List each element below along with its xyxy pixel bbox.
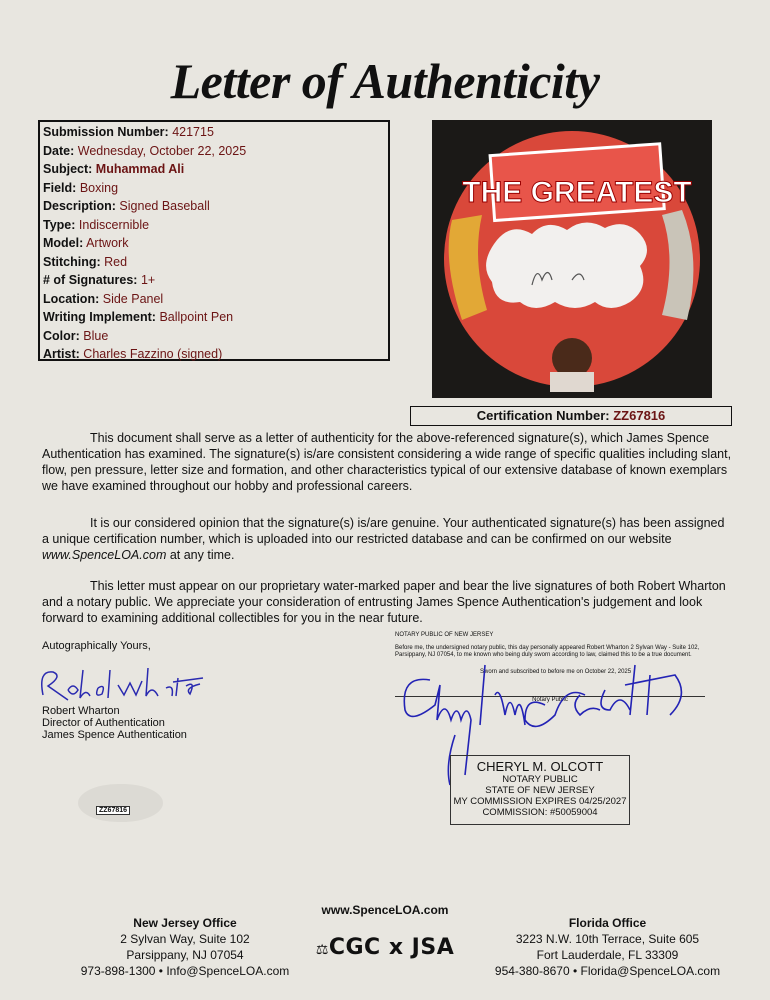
- detail-label: Model:: [43, 236, 84, 250]
- stamp-expires: MY COMMISSION EXPIRES 04/25/2027: [453, 796, 627, 807]
- fl-address-2: Fort Lauderdale, FL 33309: [536, 948, 679, 962]
- detail-row: [43, 160, 385, 179]
- detail-value: Boxing: [79, 180, 119, 195]
- detail-value: Indiscernible: [78, 217, 150, 232]
- page-title: Letter of Authenticity: [170, 53, 600, 109]
- certification-number: [410, 406, 732, 426]
- detail-label: Submission Number:: [43, 125, 169, 139]
- signer-name: Robert Wharton: [42, 705, 120, 717]
- cert-value: ZZ67816: [613, 408, 666, 423]
- signed-baseball-image: [432, 120, 712, 398]
- notary-text: Before me, the undersigned notary public, this day personally appeared Robert Wharton 2 Sylvan Way - Suite 102, Parsippany, NJ 07054, to me known who being duly sworn according to law, claimed this to be a true document.: [395, 645, 700, 658]
- details-box: [38, 120, 390, 361]
- detail-value: Blue: [83, 328, 109, 343]
- detail-value: Artwork: [86, 236, 129, 250]
- detail-label: Artist:: [43, 347, 80, 361]
- nj-contact: 973-898-1300 • Info@SpenceLOA.com: [80, 964, 290, 978]
- detail-row: [43, 327, 385, 346]
- hologram-number: ZZ67816: [96, 806, 130, 815]
- detail-value: Red: [104, 254, 128, 269]
- stamp-commission: COMMISSION: #50059004: [482, 807, 598, 818]
- detail-row: [43, 253, 385, 272]
- detail-row: [43, 234, 385, 253]
- detail-label: Field:: [43, 180, 77, 195]
- detail-label: Subject:: [43, 162, 93, 176]
- signoff: [42, 640, 218, 741]
- fl-address-1: 3223 N.W. 10th Terrace, Suite 605: [515, 932, 700, 946]
- detail-value: Ballpoint Pen: [159, 310, 234, 324]
- detail-value: Charles Fazzino (signed): [83, 347, 223, 361]
- nj-address-2: Parsippany, NJ 07054: [126, 948, 244, 962]
- logo-text: CGC x JSA: [328, 935, 455, 960]
- detail-row: [43, 308, 385, 327]
- paragraph-opinion: [42, 515, 732, 563]
- paragraph-watermark: This letter must appear on our proprietary water-marked paper and bear the live signatures of both Robert Wharton and a notary public. We appreciate your consideration of entrusting James Spence Authentication's judgement and look forward to examining additional collectibles for you in the near future.: [42, 579, 726, 625]
- detail-value: Side Panel: [102, 291, 164, 306]
- notary-line-label: Notary Public: [395, 696, 705, 704]
- detail-label: Date:: [43, 143, 75, 158]
- detail-row: [43, 197, 385, 216]
- scales-icon: ⚖: [315, 942, 329, 958]
- stamp-state: STATE OF NEW JERSEY: [485, 785, 595, 796]
- detail-row: [43, 216, 385, 235]
- opinion-tail: at any time.: [166, 548, 235, 562]
- item-photo: [432, 120, 712, 398]
- robert-wharton-signature: [38, 660, 218, 705]
- detail-label: # of Signatures:: [43, 273, 138, 287]
- detail-label: Color:: [43, 328, 80, 343]
- website-link[interactable]: www.SpenceLOA.com: [42, 548, 167, 562]
- detail-row: [43, 290, 385, 309]
- notary-sworn: Sworn and subscribed to before me on October 22, 2025: [480, 669, 632, 675]
- fl-contact: 954-380-8670 • Florida@SpenceLOA.com: [494, 964, 721, 978]
- detail-value: Signed Baseball: [119, 199, 210, 213]
- detail-label: Writing Implement:: [43, 310, 156, 324]
- footer-website[interactable]: www.SpenceLOA.com: [321, 903, 449, 917]
- detail-value: 421715: [172, 125, 214, 139]
- hologram-sticker: [78, 784, 163, 822]
- cert-label: Certification Number:: [476, 408, 610, 423]
- detail-value: Muhammad Ali: [95, 162, 185, 176]
- stamp-title: NOTARY PUBLIC: [502, 774, 578, 785]
- nj-address-1: 2 Sylvan Way, Suite 102: [120, 932, 250, 946]
- detail-label: Description:: [43, 199, 116, 213]
- opinion-text: It is our considered opinion that the signature(s) is/are genuine. Your authenticated signature(s) has been assigned a unique certification number, which is uploaded into our restricted database and can be confirmed on our website: [42, 516, 725, 546]
- detail-row: [43, 179, 385, 198]
- detail-label: Stitching:: [43, 254, 101, 269]
- closing: Autographically Yours,: [42, 640, 151, 652]
- stamp-name: CHERYL M. OLCOTT: [476, 759, 604, 774]
- detail-label: Type:: [43, 217, 76, 232]
- signer-role: Director of Authentication: [42, 717, 165, 729]
- detail-value: 1+: [140, 273, 156, 287]
- cgc-jsa-logo: [285, 935, 485, 960]
- detail-value: Wednesday, October 22, 2025: [77, 143, 247, 158]
- signer-company: James Spence Authentication: [42, 729, 187, 741]
- detail-label: Location:: [43, 291, 100, 306]
- nj-office: [60, 915, 310, 979]
- ball-text: THE GREATEST: [462, 176, 692, 209]
- detail-row: [43, 271, 385, 290]
- paragraph-examination: This document shall serve as a letter of authenticity for the above-referenced signature(s), which James Spence Authentication has examined. The signature(s) is/are consistent considering a wide range of specific qualities including slant, flow, pen pressure, letter size and formation, and other characteristics typical of our extensive database of known exemplars we have examined throughout our hobby and professional careers.: [42, 431, 732, 493]
- detail-row: [43, 142, 385, 161]
- detail-row: [43, 345, 385, 364]
- fl-office-title: Florida Office: [568, 916, 647, 930]
- detail-row: [43, 123, 385, 142]
- nj-office-title: New Jersey Office: [133, 916, 237, 930]
- notary-stamp: [450, 755, 630, 825]
- notary-heading: NOTARY PUBLIC OF NEW JERSEY: [395, 632, 494, 638]
- fl-office: [475, 915, 740, 979]
